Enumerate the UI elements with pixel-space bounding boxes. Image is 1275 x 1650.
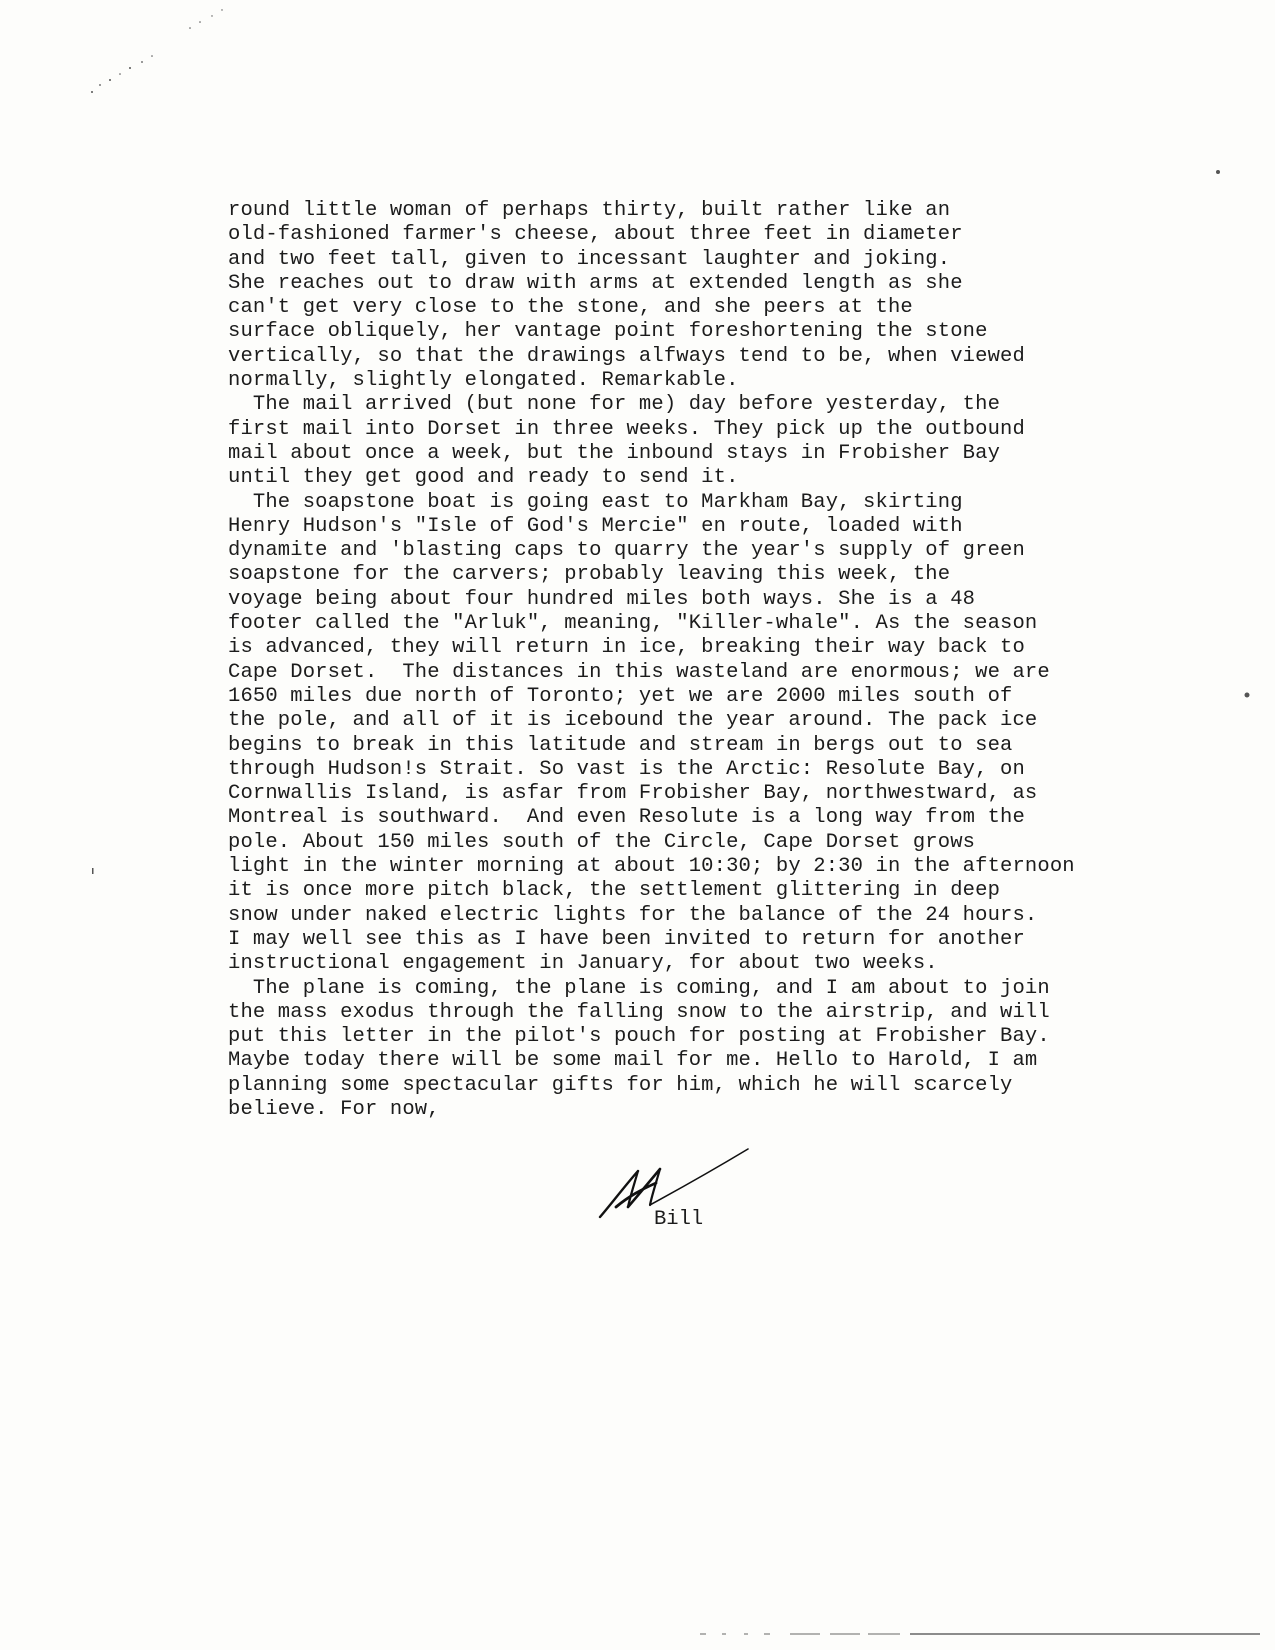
- speck: [129, 67, 131, 69]
- speck: [211, 15, 212, 16]
- letter-line: instructional engagement in January, for about two weeks.: [228, 952, 938, 976]
- signature-name: Bill: [654, 1208, 704, 1231]
- letter-line: vertically, so that the drawings alfways tend to be, when viewed: [228, 344, 1025, 368]
- letter-line: Cape Dorset. The distances in this wasteland are enormous; we are: [228, 660, 1050, 684]
- letter-line: footer called the "Arluk", meaning, "Killer-whale". As the season: [228, 612, 1038, 636]
- speck: [221, 9, 222, 10]
- letter-line: through Hudson!s Strait. So vast is the Arctic: Resolute Bay, on: [228, 757, 1025, 781]
- letter-line: pole. About 150 miles south of the Circle, Cape Dorset grows: [228, 830, 976, 854]
- speck: [199, 21, 201, 23]
- letter-line: Maybe today there will be some mail for me. Hello to Harold, I am: [228, 1049, 1038, 1073]
- letter-line: round little woman of perhaps thirty, built rather like an: [228, 199, 951, 222]
- letter-line: is advanced, they will return in ice, breaking their way back to: [228, 636, 1025, 660]
- letter-line: begins to break in this latitude and stream in bergs out to sea: [228, 733, 1013, 757]
- letter-line: until they get good and ready to send it.: [228, 466, 739, 490]
- letter-line: voyage being about four hundred miles both ways. She is a 48: [228, 587, 976, 611]
- letter-line: light in the winter morning at about 10:30; by 2:30 in the afternoon: [228, 855, 1075, 879]
- letter-line: put this letter in the pilot's pouch for posting at Frobisher Bay.: [228, 1025, 1050, 1049]
- letter-line: snow under naked electric lights for the balance of the 24 hours.: [228, 903, 1038, 927]
- letter-line: soapstone for the carvers; probably leaving this week, the: [228, 563, 951, 587]
- letter-line: planning some spectacular gifts for him, which he will scarcely: [228, 1073, 1013, 1097]
- letter-body: [228, 199, 1128, 1122]
- letter-line: believe. For now,: [228, 1097, 440, 1121]
- speck: [91, 91, 93, 93]
- letter-line: can't get very close to the stone, and she peers at the: [228, 296, 913, 320]
- letter-line: mail about once a week, but the inbound stays in Frobisher Bay: [228, 441, 1001, 465]
- letter-line: Cornwallis Island, is asfar from Frobisher Bay, northwestward, as: [228, 782, 1038, 806]
- letter-line: Henry Hudson's "Isle of God's Mercie" en route, loaded with: [228, 514, 963, 538]
- scan-footer-rule: [700, 1626, 1260, 1640]
- letter-line: The plane is coming, the plane is coming, and I am about to join: [228, 976, 1050, 1000]
- speck: [109, 79, 111, 81]
- letter-line: The mail arrived (but none for me) day before yesterday, the: [228, 393, 1001, 417]
- letter-line: and two feet tall, given to incessant laughter and joking.: [228, 247, 951, 271]
- speck: [92, 868, 94, 874]
- letter-line: The soapstone boat is going east to Markham Bay, skirting: [228, 490, 963, 514]
- speck: [151, 55, 153, 57]
- letter-line: the mass exodus through the falling snow to the airstrip, and will: [228, 1000, 1050, 1024]
- letter-line: She reaches out to draw with arms at extended length as she: [228, 271, 963, 295]
- letter-line: the pole, and all of it is icebound the year around. The pack ice: [228, 709, 1038, 733]
- speck: [119, 73, 121, 75]
- letter-line: old-fashioned farmer's cheese, about three feet in diameter: [228, 223, 963, 247]
- letter-line: dynamite and 'blasting caps to quarry the year's supply of green: [228, 539, 1025, 563]
- letter-line: 1650 miles due north of Toronto; yet we are 2000 miles south of: [228, 684, 1013, 708]
- letter-line: normally, slightly elongated. Remarkable.: [228, 369, 739, 393]
- speck: [1245, 693, 1250, 698]
- letter-line: first mail into Dorset in three weeks. They pick up the outbound: [228, 417, 1025, 441]
- speck: [1216, 170, 1220, 174]
- letter-line: it is once more pitch black, the settlement glittering in deep: [228, 879, 1001, 903]
- letter-line: I may well see this as I have been invited to return for another: [228, 927, 1025, 951]
- speck: [99, 84, 101, 86]
- letter-line: surface obliquely, her vantage point foreshortening the stone: [228, 320, 988, 344]
- speck: [189, 27, 191, 29]
- speck: [141, 61, 143, 63]
- letter-line: Montreal is southward. And even Resolute is a long way from the: [228, 806, 1025, 830]
